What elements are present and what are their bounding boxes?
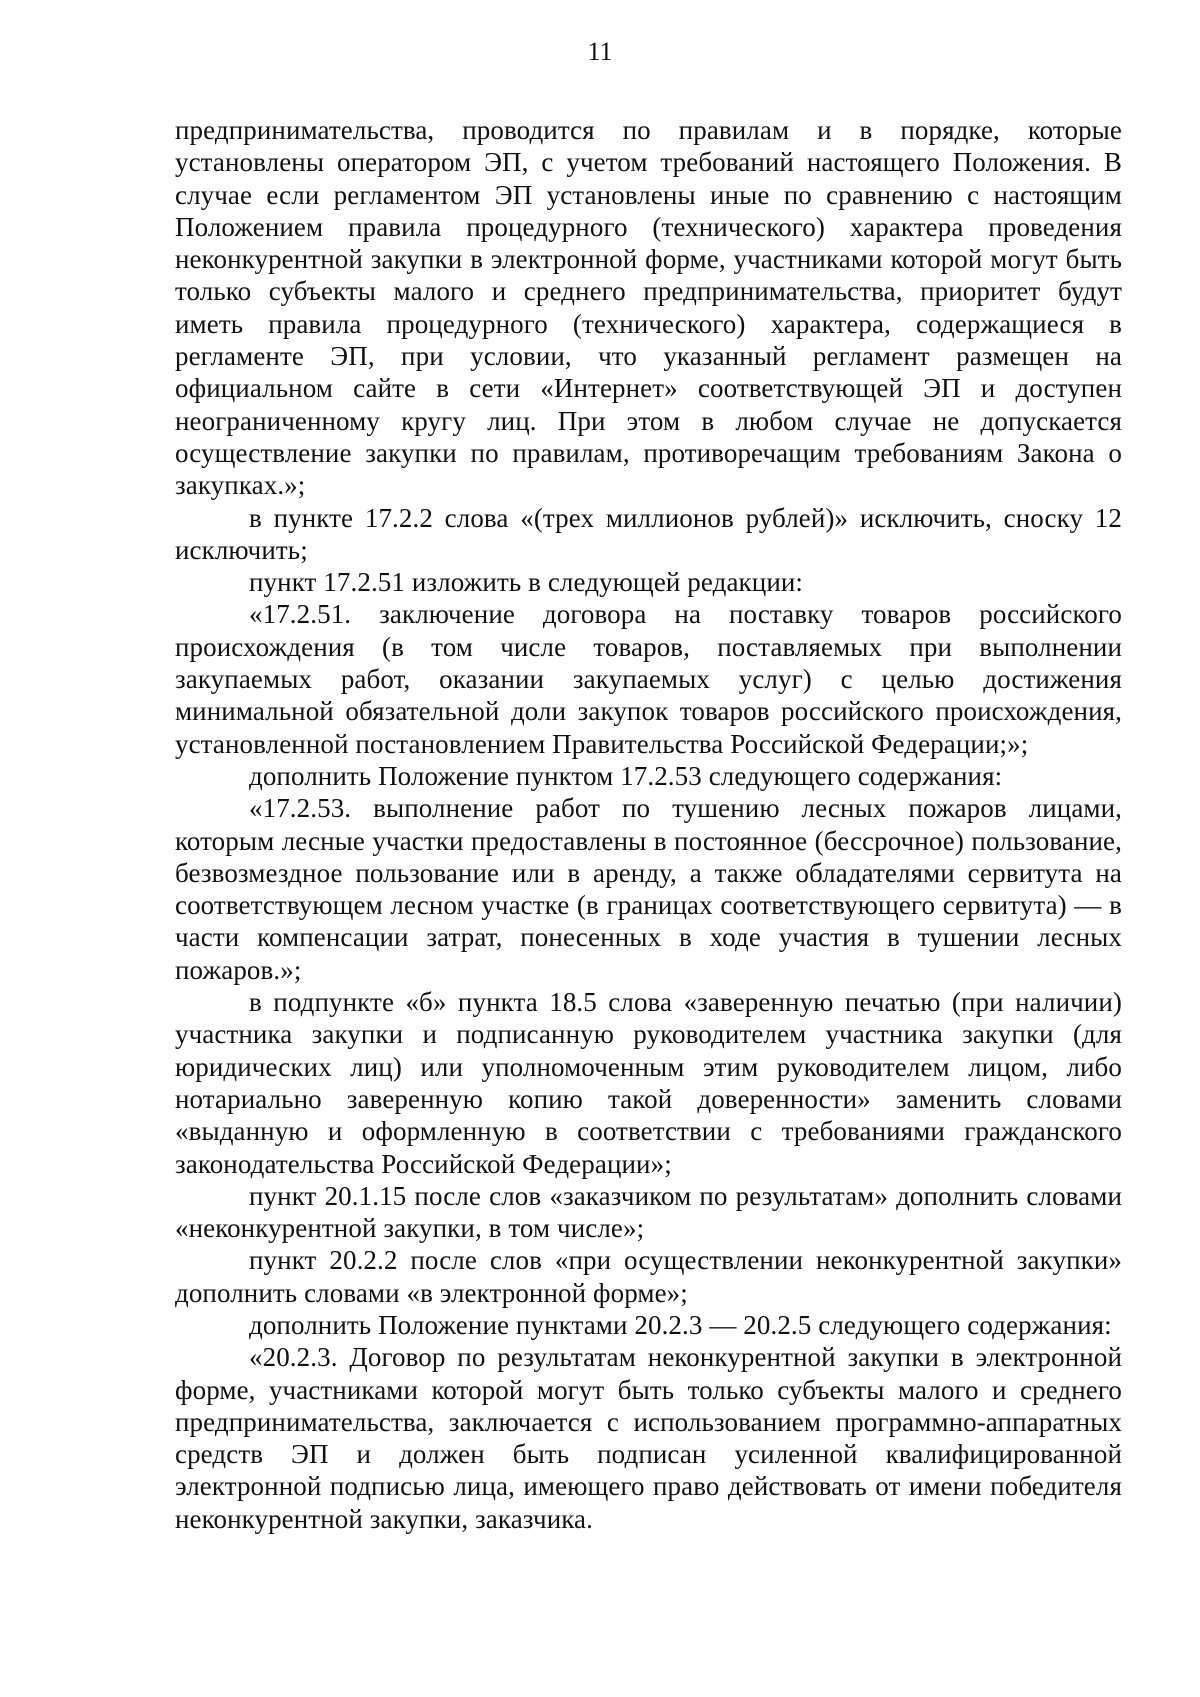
paragraph-17-2-51-intro: пункт 17.2.51 изложить в следующей редакции: <box>249 567 804 598</box>
page-number: 11 <box>587 37 613 66</box>
paragraph-17-2-53-text: «17.2.53. выполнение работ по тушению лесных пожаров лицами, которым лесные участки предоставлены в постоянное (бессрочное) пользование, безвозмездное пользование или в аренду, а также обладателями сервитута на соответствующем лесном участке (в границах соответствующего сервитута) — в части компенсации затрат, понесенных в ходе участия в тушении лесных пожаров.»; <box>175 793 1122 985</box>
paragraph-continuation: предпринимательства, проводится по правилам и в порядке, которые установлены оператором ЭП, с учетом требований настоящего Положения. В случае если регламентом ЭП установлены иные по сравнению с настоящим Положением правила процедурного (технического) характера проведения неконкурентной закупки в электронной форме, участниками которой могут быть только субъекты малого и среднего предпринимательства, приоритет будут иметь правила процедурного (технического) характера, содержащиеся в регламенте ЭП, при условии, что указанный регламент размещен на официальном сайте в сети «Интернет» соответствующей ЭП и доступен неограниченному кругу лиц. При этом в любом случае не допускается осуществление закупки по правилам, противоречащим требованиям Закона о закупках.»; <box>175 115 1122 501</box>
paragraph-20-2-2-amendment: пункт 20.2.2 после слов «при осуществлении неконкурентной закупки» дополнить словами «в электронной форме»; <box>175 1245 1122 1308</box>
paragraph-18-5-amendment: в подпункте «б» пункта 18.5 слова «заверенную печатью (при наличии) участника закупки и подписанную руководителем участника закупки (для юридических лиц) или уполномоченным этим руководителем лицом, либо нотариально заверенную копию такой доверенности» заменить словами «выданную и оформленную в соответствии с требованиями гражданского законодательства Российской Федерации»; <box>175 987 1122 1179</box>
paragraph-20-1-15-amendment: пункт 20.1.15 после слов «заказчиком по результатам» дополнить словами «неконкурентной закупки, в том числе»; <box>175 1180 1122 1244</box>
paragraph-17-2-53-intro: дополнить Положение пунктом 17.2.53 следующего содержания: <box>249 760 1003 791</box>
paragraph-17-2-2-amendment: в пункте 17.2.2 слова «(трех миллионов рублей)» исключить, сноску 12 исключить; <box>175 502 1122 565</box>
paragraph-17-2-51-text: «17.2.51. заключение договора на поставку товаров российского происхождения (в том числе товаров, поставляемых при выполнении закупаемых работ, оказании закупаемых услуг) с целью достижения минимальной обязательной доли закупок товаров российского происхождения, установленной постановлением Правительства Российской Федерации;»; <box>175 599 1122 759</box>
paragraph-20-2-3-5-intro: дополнить Положение пунктами 20.2.3 — 20.2.5 следующего содержания: <box>249 1309 1112 1340</box>
document-body <box>175 114 1122 1535</box>
paragraph-20-2-3-text: «20.2.3. Договор по результатам неконкурентной закупки в электронной форме, участниками которой могут быть только субъекты малого и среднего предпринимательства, заключается с использованием программно-аппаратных средств ЭП и должен быть подписан усиленной квалифицированной электронной подписью лица, имеющего право действовать от имени победителя неконкурентной закупки, заказчика. <box>175 1342 1122 1534</box>
